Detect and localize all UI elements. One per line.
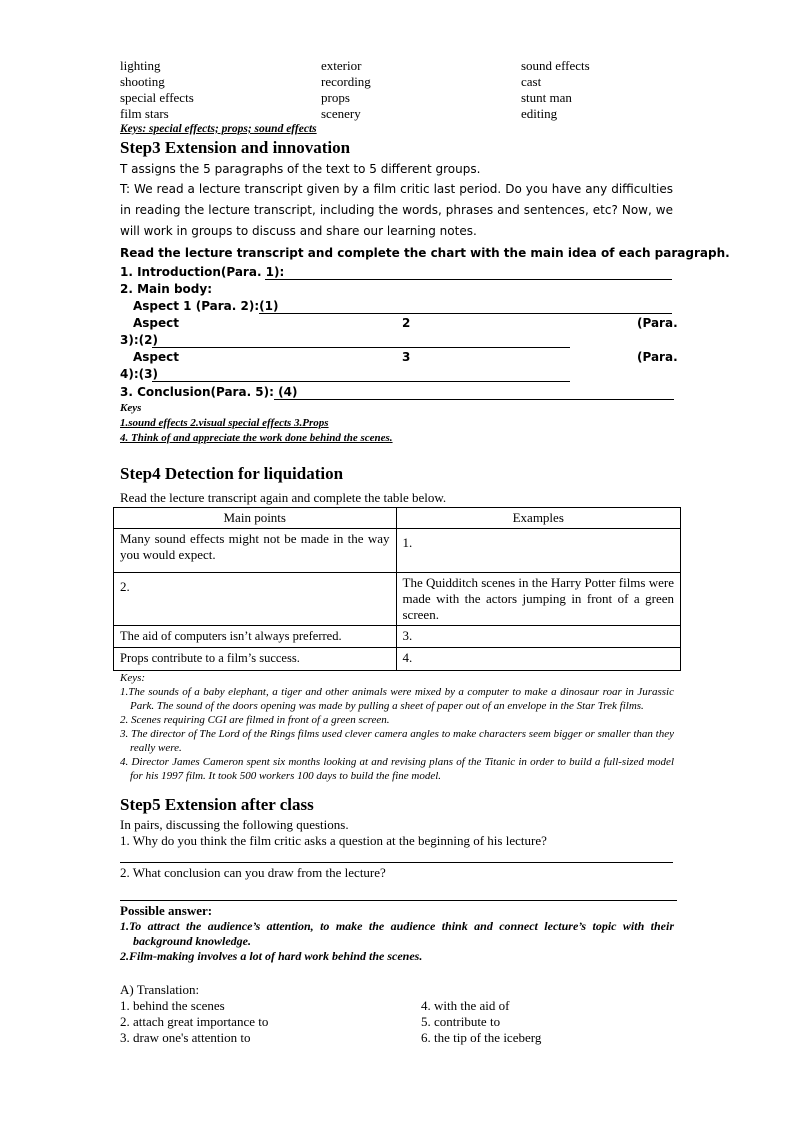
aspect2-number: 2 [402, 316, 411, 330]
step4-key-item: 2. Scenes requiring CGI are filmed in front of a green screen. [120, 714, 390, 726]
possible-answer-label: Possible answer: [120, 903, 213, 918]
aspect3-label: Aspect [133, 350, 180, 364]
possible-answers [120, 919, 674, 964]
possible-answer-item: 1.To attract the audience’s attention, to make the audience think and connect lecture’s topic with their background knowledge. [120, 919, 674, 948]
step4-key-item: 3. The director of The Lord of the Rings films used clever camera angles to make characters seem bigger or smaller than they really were. [120, 728, 674, 754]
step5-title: Step5 Extension after class [120, 795, 314, 814]
step3-title: Step3 Extension and innovation [120, 138, 351, 157]
aspect2-blank-line [152, 347, 570, 348]
aspect2-para-number: 3):(2) [120, 333, 158, 347]
vocab-word: special effects [120, 90, 194, 105]
aspect3-blank-line [152, 381, 570, 382]
table-cell: The Quidditch scenes in the Harry Potter films were made with the actors jumping in front of a green screen. [396, 573, 681, 626]
conclusion-blank-line [274, 399, 674, 400]
translation-item: 6. the tip of the iceberg [421, 1030, 542, 1045]
main-points-table [113, 507, 681, 671]
vocab-word: recording [321, 74, 371, 89]
table-header-main-points: Main points [114, 508, 397, 529]
table-row [114, 626, 681, 648]
aspect3-para-number: 4):(3) [120, 367, 158, 381]
aspect1-label: Aspect 1 (Para. 2):(1) [133, 299, 279, 313]
vocab-word: shooting [120, 74, 165, 89]
step4-keys-label: Keys: [120, 672, 146, 684]
step4-instruction: Read the lecture transcript again and complete the table below. [120, 490, 447, 505]
table-cell: The aid of computers isn’t always preferred. [114, 626, 397, 648]
answer-line-1 [120, 862, 673, 863]
translation-item: 3. draw one's attention to [120, 1030, 251, 1045]
translation-label: A) Translation: [120, 982, 200, 997]
aspect3-number: 3 [402, 350, 411, 364]
aspect2-para: (Para. [637, 316, 678, 330]
vocab-row [120, 58, 680, 74]
table-cell: 2. [114, 573, 397, 626]
chart-body-label: 2. Main body: [120, 282, 213, 296]
conclusion-label: 3. Conclusion(Para. 5): (4) [120, 385, 298, 399]
aspect1-blank-line [259, 313, 672, 314]
table-row [114, 529, 681, 573]
translation-item: 2. attach great importance to [120, 1014, 269, 1029]
step4-title: Step4 Detection for liquidation [120, 464, 344, 483]
vocabulary-grid [120, 58, 680, 122]
vocab-row [120, 90, 680, 106]
vocab-word: cast [521, 74, 542, 89]
step3-keys-line-2: 4. Think of and appreciate the work done behind the scenes. [120, 432, 393, 444]
vocab-word: lighting [120, 58, 161, 73]
vocab-word: film stars [120, 106, 169, 121]
table-cell: 3. [396, 626, 681, 648]
table-cell: Props contribute to a film’s success. [114, 648, 397, 671]
table-cell: 4. [396, 648, 681, 671]
table-cell: 1. [396, 529, 681, 573]
vocab-row [120, 74, 680, 90]
step4-key-item: 4. Director James Cameron spent six months looking at and revising plans of the Titanic in order to build a full-sized model for his 1997 film. It took 500 workers 100 days to build the fine model. [120, 756, 674, 782]
step3-paragraph-1: T assigns the 5 paragraphs of the text to 5 different groups. [120, 162, 481, 176]
translation-item: 1. behind the scenes [120, 998, 225, 1013]
table-cell: Many sound effects might not be made in the way you would expect. [114, 529, 397, 573]
step3-keys-line-1: 1.sound effects 2.visual special effects 3.Props [120, 417, 329, 429]
vocab-word: exterior [321, 58, 362, 73]
table-header-examples: Examples [396, 508, 681, 529]
translation-item: 5. contribute to [421, 1014, 501, 1029]
vocab-keys: Keys: special effects; props; sound effects [120, 123, 317, 135]
step5-instruction: In pairs, discussing the following questions. [120, 817, 349, 832]
translation-item: 4. with the aid of [421, 998, 510, 1013]
table-row [114, 648, 681, 671]
aspect2-label: Aspect [133, 316, 180, 330]
vocab-word: sound effects [521, 58, 590, 73]
intro-blank-line [265, 279, 672, 280]
step5-question-2: 2. What conclusion can you draw from the lecture? [120, 865, 386, 880]
table-header-row [114, 508, 681, 529]
vocab-row [120, 106, 680, 122]
chart-intro-label: 1. Introduction(Para. 1): [120, 265, 285, 279]
table-row [114, 573, 681, 626]
chart-instruction: Read the lecture transcript and complete the chart with the main idea of each paragraph. [120, 246, 730, 260]
vocab-word: stunt man [521, 90, 572, 105]
step4-key-item: 1.The sounds of a baby elephant, a tiger and other animals were mixed by a computer to make a dinosaur roar in Jurassic Park. The sound of the doors opening was made by pulling a sheet of paper out of an envelope in the Star Trek films. [120, 686, 674, 712]
step5-question-1: 1. Why do you think the film critic asks a question at the beginning of his lecture? [120, 833, 547, 848]
aspect3-para: (Para. [637, 350, 678, 364]
vocab-word: editing [521, 106, 558, 121]
answer-line-2 [120, 900, 677, 901]
vocab-word: props [321, 90, 350, 105]
step3-paragraph-2: T: We read a lecture transcript given by a film critic last period. Do you have any difficulties in reading the lecture transcript, including the words, phrases and sentences, etc? Now, we will work in groups to discuss and share our learning notes. [120, 182, 673, 238]
vocab-word: scenery [321, 106, 361, 121]
step3-keys-label: Keys [120, 402, 142, 414]
step4-keys [120, 671, 674, 783]
possible-answer-item: 2.Film-making involves a lot of hard work behind the scenes. [120, 949, 423, 963]
